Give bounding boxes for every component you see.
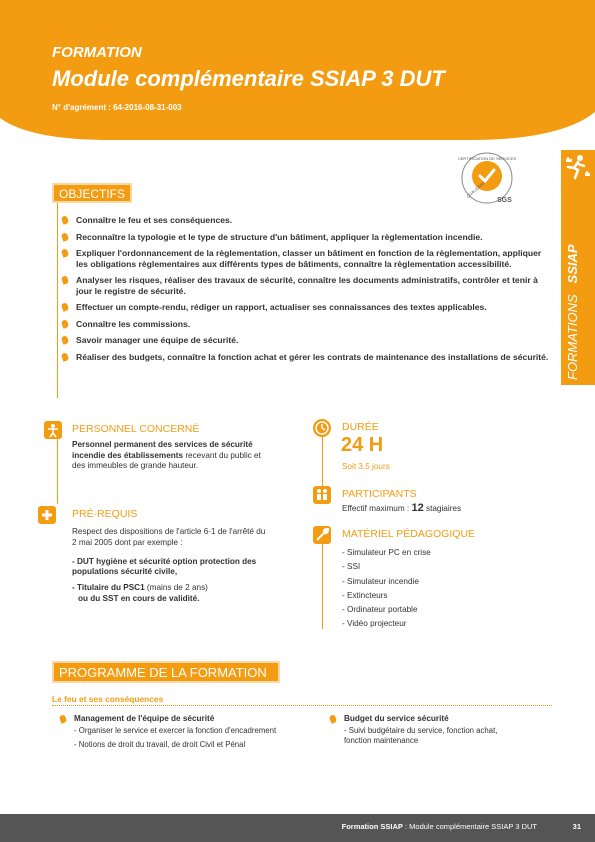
prerequis-item-normal: (mains de 2 ans) (144, 583, 208, 593)
objectif-item (62, 352, 552, 363)
objectif-text: Connaître les commissions. (76, 318, 191, 329)
duree-value: 24 H (341, 434, 384, 456)
page-number: 31 (572, 822, 581, 831)
objectif-text: Réaliser des budgets, connaître la fonction achat et gérer les contrats de maintenance des installations de sécurité. (76, 351, 549, 362)
header-formation-label: FORMATION (52, 44, 142, 61)
footer-text-rest: : Module complémentaire SSIAP 3 DUT (402, 822, 537, 831)
duree-title: DURÉE (342, 421, 379, 433)
materiel-item: - Extincteurs (342, 590, 388, 600)
objectifs-heading: OBJECTIFS (52, 183, 132, 203)
objectif-text: Expliquer l'ordonnancement de la règlementation, classer un bâtiment en fonction de la règlementation, appliquer les obligations règlementaires aux différents types de bâtiments, connaître la règlementation accessibilité. (76, 248, 542, 269)
materiel-icon-box (313, 526, 331, 544)
wrench-icon (313, 526, 331, 544)
personnel-icon-box (44, 421, 62, 439)
duree-icon-box (313, 419, 331, 437)
programme-item: - Organiser le service et exercer la fonction d'encadrement (74, 726, 277, 735)
programme-col2-items (330, 726, 500, 745)
objectif-item (62, 319, 552, 330)
prerequis-item-bold: ou du SST en cours de validité. (78, 593, 200, 603)
programme-col1-items (60, 726, 300, 749)
participants-count: 12 (411, 502, 424, 514)
objectif-item (62, 335, 552, 346)
duree-sub: Soit 3,5 jours (342, 462, 390, 471)
prerequis-item-bold: - Titulaire du PSC1 (72, 583, 145, 593)
plus-icon (38, 506, 56, 524)
programme-divider (52, 705, 552, 706)
programme-col1-head-text: Management de l'équipe de sécurité (74, 714, 215, 723)
objectif-item (62, 232, 552, 243)
page-title: Module complémentaire SSIAP 3 DUT (52, 66, 445, 91)
bullet-icon (61, 248, 69, 258)
certification-badge (457, 150, 517, 208)
footer-text (342, 822, 537, 831)
header-banner (0, 0, 595, 150)
bullet-icon (61, 335, 69, 345)
clock-icon (313, 419, 331, 437)
prerequis-list (72, 557, 292, 610)
personnel-text (72, 440, 262, 472)
participants-label: Effectif maximum : (342, 504, 412, 513)
bullet-icon (61, 319, 69, 329)
materiel-vline (322, 544, 323, 629)
personnel-vline (57, 439, 58, 504)
personnel-text-normal: recevant du public et des immeubles de grande hauteur. (72, 450, 261, 470)
participants-unit: stagiaires (423, 504, 462, 513)
programme-col2-head (330, 714, 500, 723)
programme-col1-head (60, 714, 300, 723)
bullet-icon (61, 302, 69, 312)
objectif-item (62, 302, 552, 313)
participants-text (342, 503, 461, 515)
programme-item: - Suivi budgétaire du service, fonction achat, fonction maintenance (344, 726, 498, 745)
footer-bar (0, 814, 595, 842)
materiel-item: - Vidéo projecteur (342, 619, 407, 629)
prerequis-intro: Respect des dispositions de l'article 6-1 de l'arrêté du 2 mai 2005 dont par exemple : (72, 527, 266, 547)
programme-col2-head-text: Budget du service sécurité (344, 714, 449, 723)
personnel-title: PERSONNEL CONCERNÉ (72, 423, 200, 435)
bullet-icon (61, 275, 69, 285)
prerequis-item: - DUT hygiène et sécurité option protection des populations sécurité civile, (72, 557, 257, 577)
materiel-item: - Ordinateur portable (342, 605, 418, 615)
side-vertical-label (565, 150, 580, 380)
prerequis-title: PRÉ-REQUIS (72, 508, 138, 520)
objectif-text: Reconnaître la typologie et le type de structure d'un bâtiment, appliquer la règlementation incendie. (76, 231, 483, 242)
participants-icon-box (313, 486, 331, 504)
prerequis-item (72, 583, 292, 603)
objectif-text: Analyser les risques, réaliser des travaux de sécurité, connaître les documents administratifs, contrôler et tenir à jour le registre de sécurité. (76, 275, 538, 296)
person-icon (44, 421, 62, 439)
bullet-icon (61, 232, 69, 242)
duree-vline (322, 437, 323, 487)
badge-brand-text: SGS (497, 197, 512, 204)
objectif-text: Savoir manager une équipe de sécurité. (76, 335, 239, 345)
programme-column-2 (330, 714, 500, 749)
agrement-number: N° d'agrément : 64-2016-08-31-003 (52, 103, 182, 112)
objectif-text: Connaître le feu et ses conséquences. (76, 215, 233, 225)
side-label-ssiap: SSIAP (565, 244, 580, 284)
programme-subtitle: Le feu et ses conséquences (52, 694, 164, 704)
materiel-item: - Simulateur PC en crise (342, 548, 431, 557)
side-label-formations: FORMATIONS (565, 294, 580, 380)
objectif-text: Effectuer un compte-rendu, rédiger un rapport, actualiser ses connaissances des textes applicables. (76, 302, 487, 312)
programme-item: - Notions de droit du travail, de droit Civil et Pénal (74, 739, 246, 749)
bullet-icon (61, 352, 69, 362)
prerequis-icon-box (38, 506, 56, 524)
badge-left-text: QUALICERT (465, 180, 487, 199)
objectifs-list (62, 215, 552, 368)
materiel-title: MATÉRIEL PÉDAGOGIQUE (342, 528, 476, 540)
badge-ring-text: CERTIFICATION DE SERVICES (457, 156, 517, 161)
objectif-item (62, 248, 552, 269)
objectifs-vline (57, 203, 58, 398)
objectif-item (62, 215, 552, 226)
footer-text-bold: Formation SSIAP (341, 822, 403, 831)
bullet-icon (61, 215, 69, 225)
bullet-icon (59, 714, 67, 724)
programme-heading: PROGRAMME DE LA FORMATION (52, 661, 280, 683)
group-icon (313, 486, 331, 504)
materiel-item: - Simulateur incendie (342, 576, 419, 586)
bullet-icon (329, 714, 337, 724)
personnel-text-bold: Personnel permanent des services de sécurité incendie des établissements (72, 440, 253, 460)
materiel-item: - SSI (342, 562, 361, 572)
materiel-list (342, 546, 431, 632)
programme-column-1 (60, 714, 300, 753)
participants-title: PARTICIPANTS (342, 488, 417, 500)
objectif-item (62, 275, 552, 296)
